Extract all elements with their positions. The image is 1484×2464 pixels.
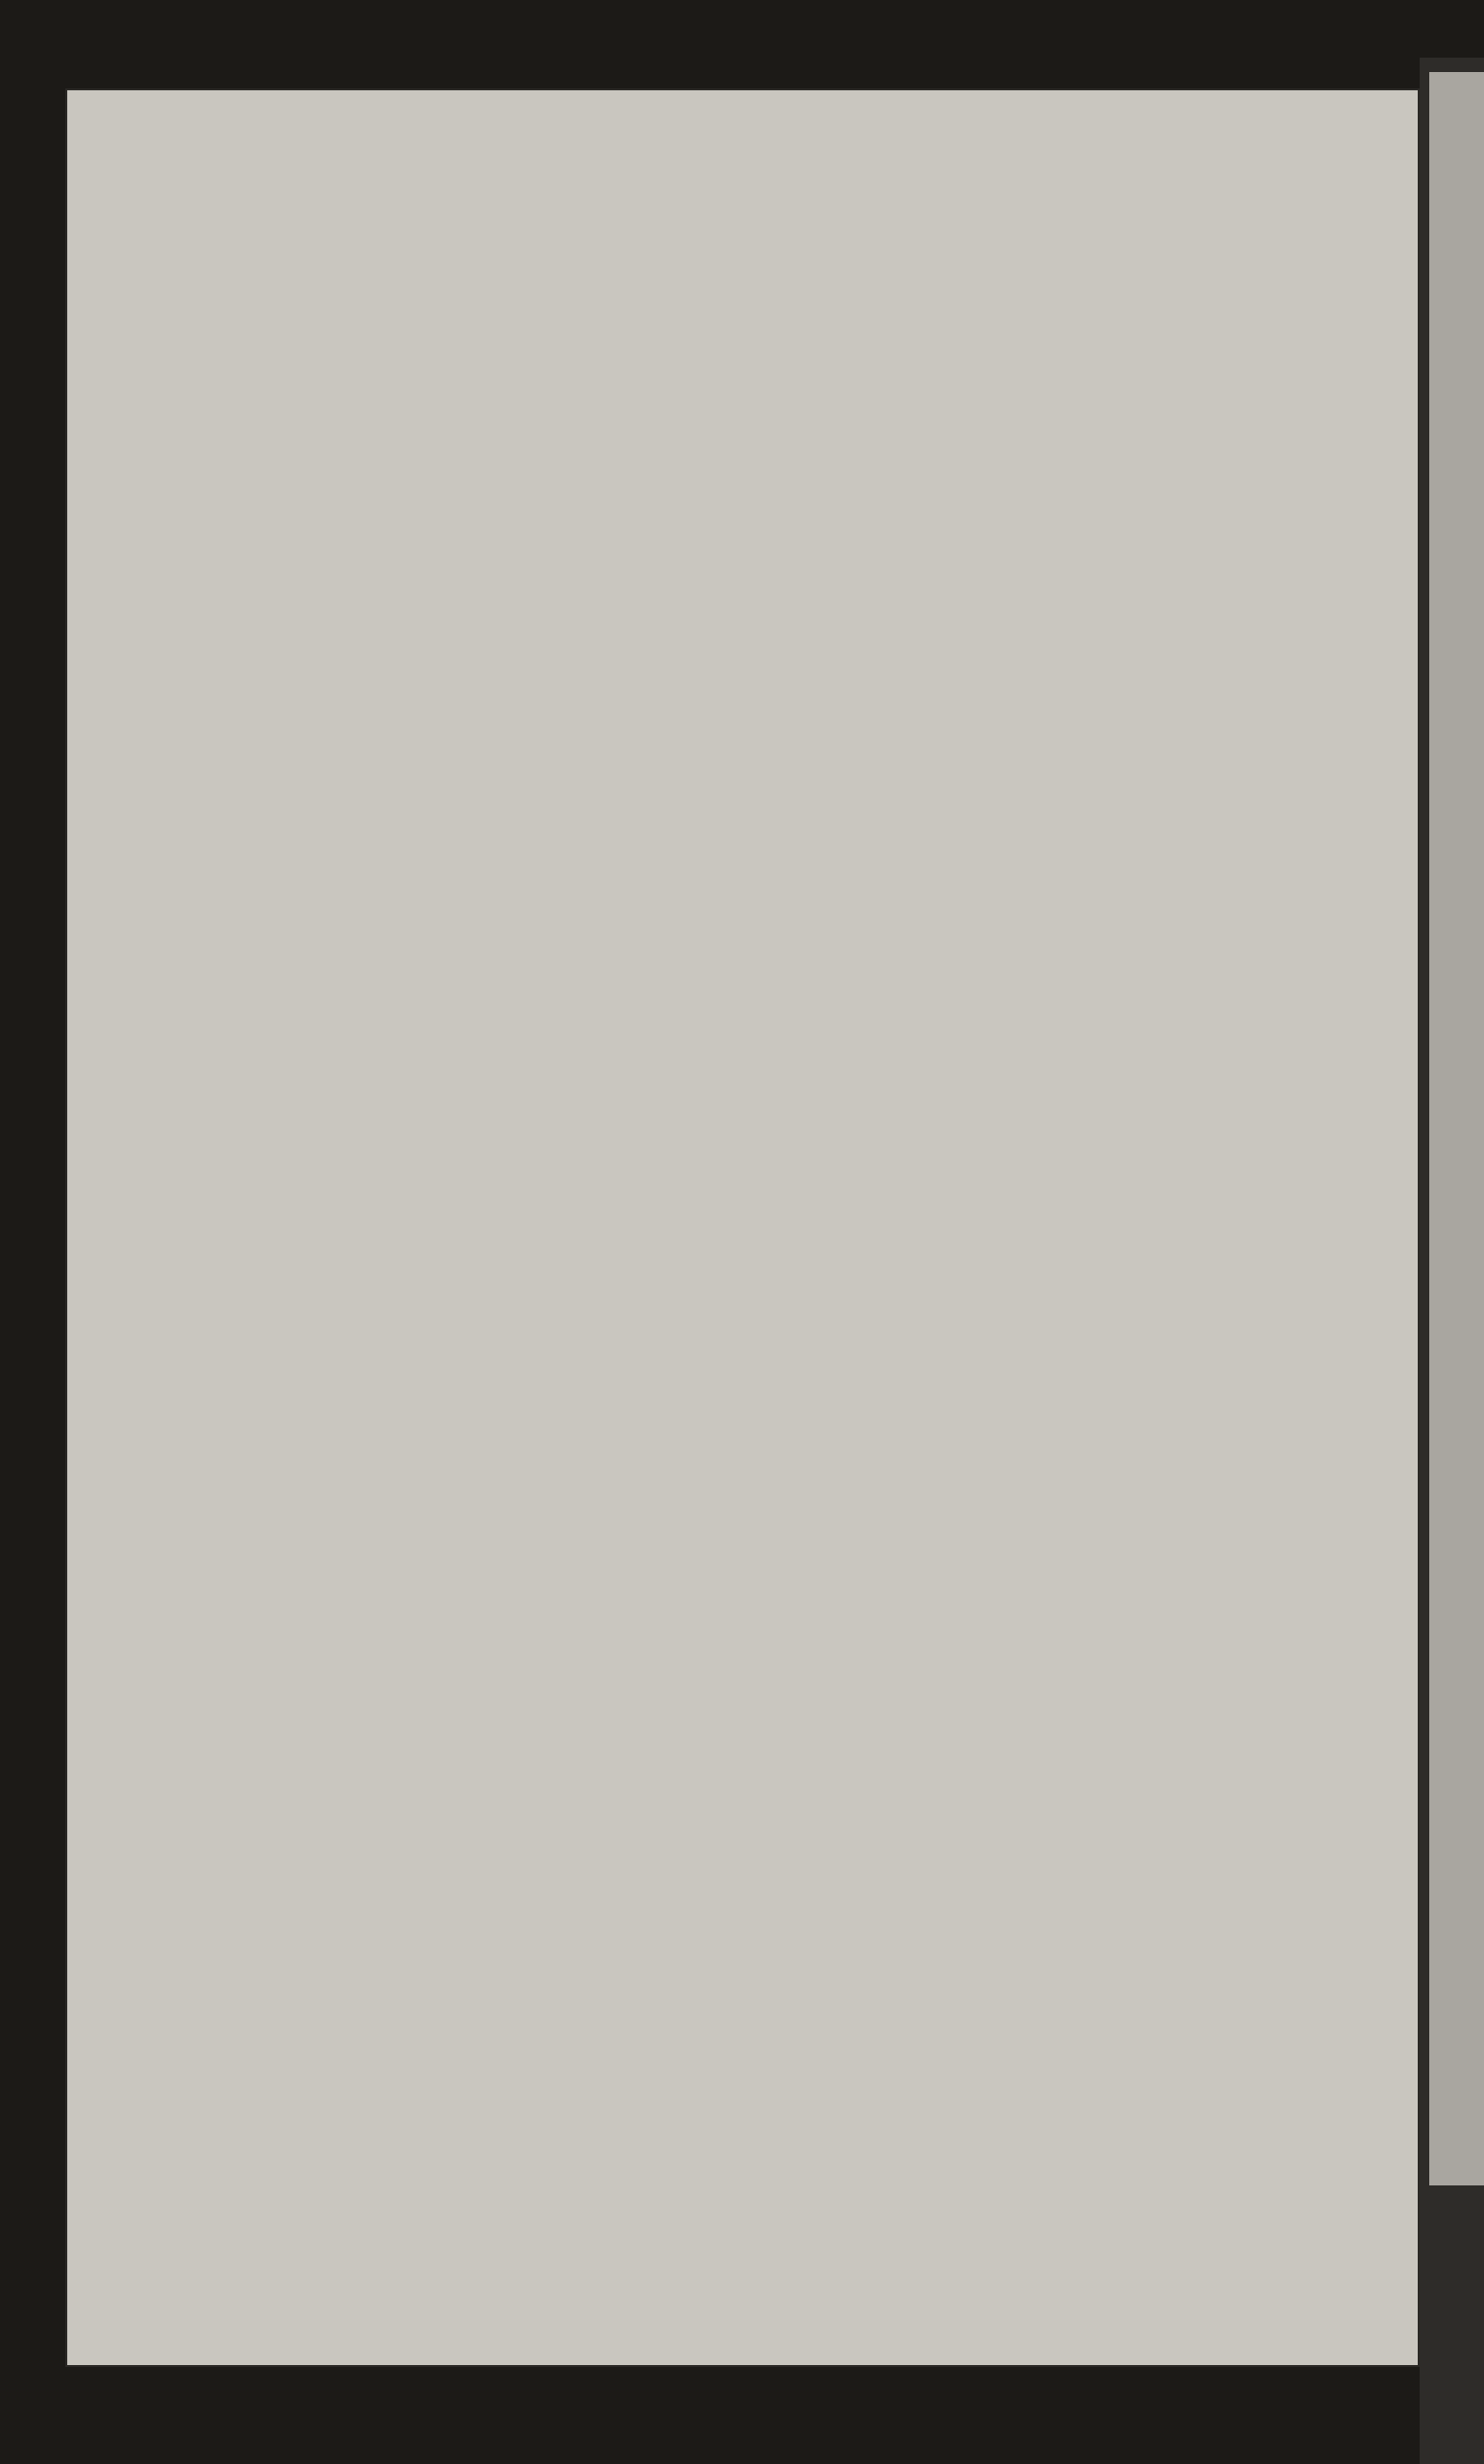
scanned-page (65, 88, 1420, 2367)
next-page-edge (1429, 72, 1484, 2185)
